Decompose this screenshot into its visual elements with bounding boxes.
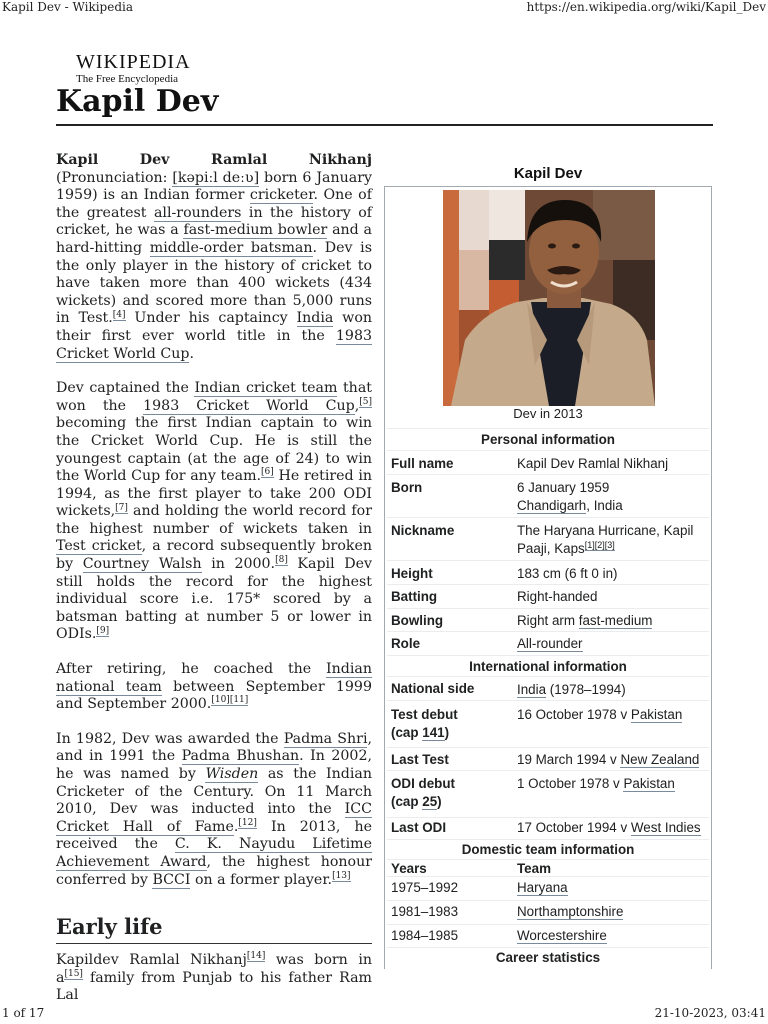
nickname-text: The Haryana Hurricane, Kapil Paaji, Kaps bbox=[517, 523, 694, 556]
born-date: 6 January 1959 bbox=[517, 480, 610, 495]
link-ck-nayudu-award[interactable]: C. K. Nayudu Lifetime Achievement Award bbox=[56, 836, 372, 870]
subject-name: Kapil Dev Ramlal Nikhanj bbox=[56, 152, 372, 168]
domestic-team bbox=[517, 879, 707, 897]
odi-debut-row bbox=[387, 770, 709, 818]
last-test-value bbox=[517, 751, 707, 769]
text: . One of the greatest bbox=[56, 187, 372, 221]
text: He retired in 1994, as the first player to take 200 ODI wickets, bbox=[56, 468, 372, 520]
link-all-rounders[interactable]: all-rounders bbox=[153, 204, 242, 221]
link-fast-medium[interactable]: fast-medium bbox=[578, 613, 653, 628]
domestic-team-header: Domestic team information bbox=[387, 839, 709, 860]
reference-link[interactable]: [11] bbox=[229, 695, 249, 706]
link-bcci[interactable]: BCCI bbox=[152, 871, 191, 888]
browser-url[interactable]: https://en.wikipedia.org/wiki/Kapil_Dev bbox=[526, 0, 766, 14]
role-row bbox=[387, 631, 709, 656]
link-test-cricket[interactable]: Test cricket bbox=[56, 538, 142, 555]
test-debut-value bbox=[517, 706, 707, 724]
print-timestamp: 21-10-2023, 03:41 bbox=[654, 1006, 766, 1020]
link-odi-cap-number[interactable]: 25 bbox=[422, 794, 438, 809]
role-label: Role bbox=[391, 636, 421, 651]
paragraph-captaincy bbox=[56, 380, 372, 644]
test-debut-label bbox=[391, 706, 507, 742]
link-west-indies[interactable]: West Indies bbox=[630, 820, 701, 835]
text: In 2013, he received the bbox=[56, 818, 372, 853]
paragraph-coaching bbox=[56, 661, 372, 714]
text: between September 1999 and September 2000. bbox=[56, 678, 372, 713]
paragraph-awards bbox=[56, 731, 372, 889]
international-information-header: International information bbox=[387, 655, 709, 677]
test-cap-prefix: (cap bbox=[391, 725, 423, 740]
photo-caption: Dev in 2013 bbox=[513, 406, 583, 421]
text: was born in a bbox=[56, 952, 372, 986]
bowling-row bbox=[387, 608, 709, 632]
domestic-team-row bbox=[387, 924, 709, 948]
text: . bbox=[189, 345, 194, 362]
link-icc-hall-of-fame[interactable]: ICC Cricket Hall of Fame bbox=[56, 801, 372, 835]
reference-link[interactable]: [6] bbox=[261, 467, 274, 478]
reference-link[interactable]: [14] bbox=[246, 951, 266, 962]
reference-link[interactable]: [5] bbox=[359, 396, 372, 407]
text: born 6 January 1959) is an Indian former bbox=[56, 169, 372, 204]
reference-link[interactable]: [10] bbox=[211, 695, 230, 706]
link-worcestershire[interactable]: Worcestershire bbox=[517, 928, 607, 943]
full-name-label: Full name bbox=[391, 456, 454, 471]
page-counter: 1 of 17 bbox=[2, 1006, 45, 1020]
batting-label: Batting bbox=[391, 589, 438, 604]
text: on a former player. bbox=[190, 871, 333, 888]
born-country: , India bbox=[586, 498, 623, 513]
link-fast-medium-bowler[interactable]: fast-medium bowler bbox=[183, 222, 328, 239]
text: , a record subsequently broken by bbox=[56, 538, 372, 573]
portrait-illustration bbox=[443, 190, 655, 406]
batting-row bbox=[387, 584, 709, 609]
test-debut-date: 16 October 1978 v bbox=[517, 707, 631, 722]
logo-wordmark: WIKIPEDIA bbox=[76, 51, 191, 73]
nickname-row bbox=[387, 517, 709, 561]
odi-cap-prefix: (cap bbox=[391, 794, 423, 809]
last-test-row bbox=[387, 747, 709, 771]
text: , and in 1991 the bbox=[56, 730, 372, 765]
text: . In 2002, he was named by bbox=[56, 748, 372, 782]
infobox bbox=[384, 186, 712, 969]
text: Dev captained the bbox=[56, 380, 195, 397]
text: and holding the world record for the highest number of wickets taken in bbox=[56, 503, 372, 537]
link-1983-world-cup[interactable]: 1983 Cricket World Cup bbox=[143, 397, 355, 414]
last-odi-value bbox=[517, 819, 707, 837]
bowling-value bbox=[517, 612, 707, 630]
odi-debut-date: 1 October 1978 v bbox=[517, 776, 624, 791]
text: family from Punjab to his father Ram Lal bbox=[56, 969, 372, 1004]
section-heading-early-life: Early life bbox=[56, 913, 372, 944]
link-india[interactable]: India bbox=[296, 310, 334, 327]
last-odi-row bbox=[387, 817, 709, 840]
domestic-years: 1981–1983 bbox=[391, 904, 459, 919]
odi-debut-value bbox=[517, 775, 707, 793]
nickname-value bbox=[517, 522, 707, 558]
national-side-label: National side bbox=[391, 681, 475, 696]
text: In 1982, Dev was awarded the bbox=[56, 730, 284, 747]
domestic-years: 1975–1992 bbox=[391, 880, 459, 895]
text: (Pronunciation: bbox=[56, 169, 173, 186]
years-column-header: Years bbox=[391, 861, 427, 876]
role-value bbox=[517, 635, 707, 653]
last-test-date: 19 March 1994 v bbox=[517, 752, 621, 767]
born-value bbox=[517, 479, 707, 515]
domestic-team-row bbox=[387, 900, 709, 925]
browser-page-title: Kapil Dev - Wikipedia bbox=[2, 0, 134, 14]
national-side-years: (1978–1994) bbox=[546, 682, 626, 697]
career-statistics-header: Career statistics bbox=[387, 947, 709, 968]
text: becoming the first Indian captain to win the Cricket World Cup. He is still the youngest captain (at the age of 24) to win the World Cup for any team. bbox=[56, 415, 372, 485]
infobox-title: Kapil Dev bbox=[513, 165, 583, 182]
paragraph-intro bbox=[56, 152, 372, 363]
test-debut-label-text: Test debut bbox=[391, 707, 458, 722]
text: After retiring, he coached the bbox=[56, 661, 327, 678]
link-indian-cricket-team[interactable]: Indian cricket team bbox=[194, 380, 338, 397]
height-value: 183 cm (6 ft 0 in) bbox=[517, 566, 618, 581]
link-all-rounder[interactable]: All-rounder bbox=[517, 636, 583, 651]
page-title: Kapil Dev bbox=[56, 84, 219, 119]
link-pakistan[interactable]: Pakistan bbox=[630, 707, 683, 722]
domestic-team bbox=[517, 903, 707, 921]
link-padma-bhushan[interactable]: Padma Bhushan bbox=[181, 748, 300, 765]
reference-link[interactable]: [7] bbox=[115, 502, 128, 513]
bowling-label: Bowling bbox=[391, 613, 444, 628]
link-test-cap-number[interactable]: 141 bbox=[422, 725, 445, 740]
born-label: Born bbox=[391, 480, 423, 495]
test-cap-suffix: ) bbox=[444, 725, 450, 740]
height-label: Height bbox=[391, 566, 433, 581]
link-chandigarh[interactable]: Chandigarh bbox=[517, 498, 587, 513]
last-odi-date: 17 October 1994 v bbox=[517, 820, 631, 835]
portrait-photo[interactable] bbox=[443, 190, 655, 406]
link-middle-order-batsman[interactable]: middle-order batsman bbox=[149, 239, 313, 256]
domestic-columns-row bbox=[387, 859, 709, 877]
odi-debut-label bbox=[391, 775, 507, 811]
link-indian-national-team[interactable]: Indian national team bbox=[56, 661, 372, 695]
odi-cap-suffix: ) bbox=[437, 794, 442, 809]
paragraph-early-life bbox=[56, 952, 372, 1005]
text: Kapildev Ramlal Nikhanj bbox=[56, 952, 247, 969]
reference-link[interactable]: [8] bbox=[275, 555, 288, 566]
full-name-row bbox=[387, 450, 709, 475]
link-padma-shri[interactable]: Padma Shri bbox=[283, 730, 368, 747]
last-odi-label: Last ODI bbox=[391, 820, 447, 835]
link-pakistan[interactable]: Pakistan bbox=[623, 776, 675, 791]
text: and a hard-hitting bbox=[56, 222, 372, 256]
link-northamptonshire[interactable]: Northamptonshire bbox=[517, 904, 624, 919]
domestic-team bbox=[517, 927, 707, 945]
height-row bbox=[387, 560, 709, 585]
personal-information-header: Personal information bbox=[387, 428, 709, 451]
national-side-value bbox=[517, 681, 707, 699]
reference-link[interactable]: [15] bbox=[64, 969, 83, 980]
title-divider bbox=[56, 124, 713, 126]
text: . Dev is the only player in the history of cricket to have taken more than 400 wickets (434 wickets) and scored more than 5,000 runs in Test. bbox=[56, 239, 372, 327]
batting-value: Right-handed bbox=[517, 589, 598, 604]
text: , the highest honour conferred by bbox=[56, 853, 373, 888]
text: as the Indian Cricketer of the Century. On 11 March 2010, Dev was inducted into the bbox=[56, 766, 372, 818]
text: . bbox=[233, 818, 239, 835]
reference-link[interactable]: [12] bbox=[238, 818, 257, 829]
team-column-header: Team bbox=[517, 861, 551, 876]
reference-link[interactable]: [9] bbox=[96, 625, 110, 636]
article-body bbox=[56, 152, 372, 1022]
text: Under his captaincy bbox=[125, 310, 297, 327]
reference-link[interactable]: [13] bbox=[332, 870, 351, 881]
link-courtney-walsh[interactable]: Courtney Walsh bbox=[82, 556, 202, 573]
link-1983-world-cup[interactable]: 1983 Cricket World Cup bbox=[56, 327, 372, 362]
bowling-arm: Right arm bbox=[517, 613, 579, 628]
link-haryana[interactable]: Haryana bbox=[517, 880, 568, 895]
wikipedia-logo[interactable] bbox=[76, 52, 191, 85]
full-name-value: Kapil Dev Ramlal Nikhanj bbox=[517, 456, 669, 471]
text: Kapil Dev still holds the record for the highest individual score i.e. 175* scored by a batsman batting at number 5 or lower in ODIs. bbox=[56, 556, 372, 643]
link-wisden[interactable]: Wisden bbox=[205, 766, 259, 782]
last-test-label: Last Test bbox=[391, 752, 449, 767]
reference-link[interactable]: [1][2][3] bbox=[584, 539, 615, 550]
domestic-team-row bbox=[387, 876, 709, 901]
link-india[interactable]: India bbox=[517, 682, 547, 697]
national-side-row bbox=[387, 676, 709, 701]
nickname-label: Nickname bbox=[391, 523, 455, 538]
reference-link[interactable]: [4] bbox=[112, 309, 126, 320]
link-cricketer[interactable]: cricketer bbox=[249, 187, 314, 204]
domestic-years: 1984–1985 bbox=[391, 928, 459, 943]
born-row bbox=[387, 474, 709, 518]
text: that won the bbox=[56, 380, 372, 414]
link-new-zealand[interactable]: New Zealand bbox=[620, 752, 700, 767]
text: in the history of cricket, he was a bbox=[56, 204, 372, 239]
odi-debut-label-text: ODI debut bbox=[391, 776, 455, 791]
text: in 2000. bbox=[201, 556, 276, 573]
test-debut-row bbox=[387, 700, 709, 748]
text: , bbox=[354, 397, 360, 414]
logo-tagline: The Free Encyclopedia bbox=[76, 73, 179, 85]
ipa-link[interactable]: [kəpiːl deːʋ] bbox=[172, 169, 260, 186]
text: won their first ever world title in the bbox=[56, 310, 372, 344]
